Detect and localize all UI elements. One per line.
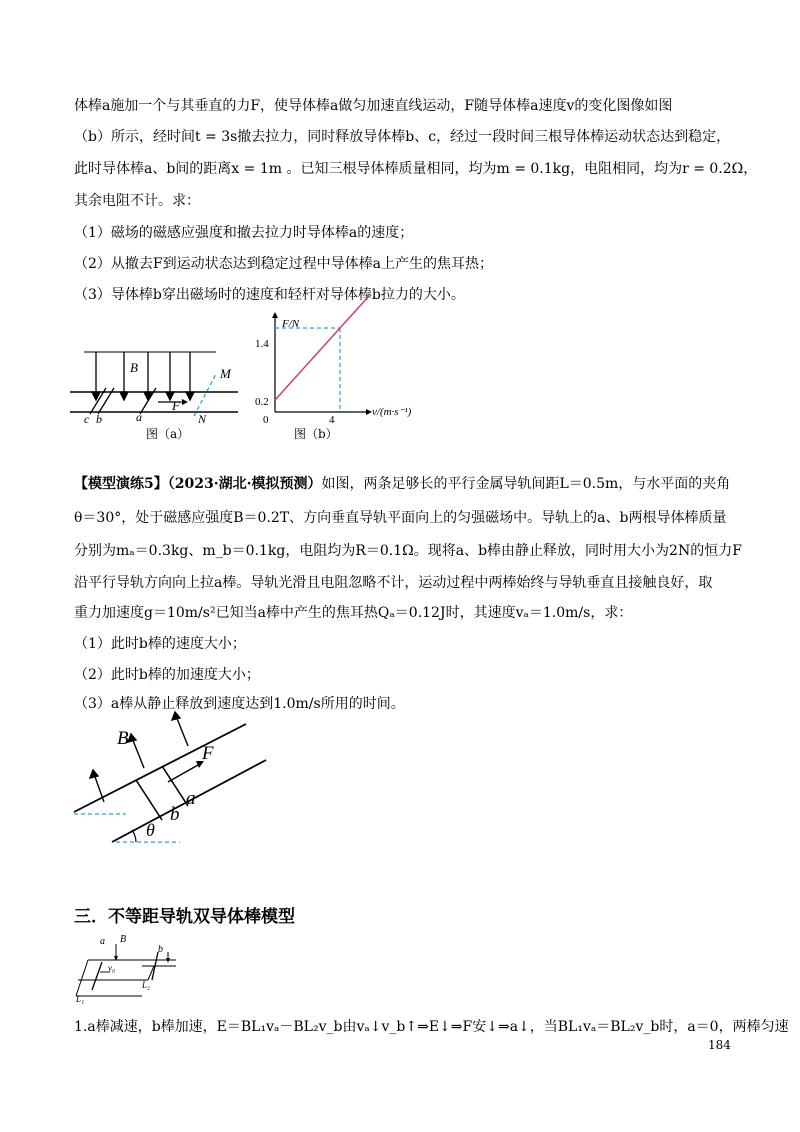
problem2-source: （2023·湖北·模拟预测） [167,476,322,492]
section3-line1: 1.a棒减速，b棒加速，E＝BL₁vₐ－BL₂v_b由vₐ↓v_b↑⇒E↓⇒F安↓⇒a↓，当BL₁vₐ＝BL₂v_b时，a＝0，两棒匀速 [74,1019,789,1035]
incline-label-B: B [117,728,129,749]
section3-fig-B: B [120,934,127,945]
section3-fig-L2: L₂ [142,980,151,990]
figure-a-label-N: N [198,412,207,426]
section3-fig-b: b [158,944,163,955]
incline-label-b: b [170,804,180,825]
figure-a-label-a: a [136,410,142,424]
chart-xtick-zero: 0 [263,414,269,426]
section3-fig-a: a [100,936,105,947]
problem1-line2: （b）所示，经时间t = 3s撤去拉力，同时释放导体棒b、c，经过一段时间三根导体棒运动状态达到稳定， [74,129,731,145]
chart-ytick-low: 0.2 [255,396,269,408]
problem2-line5: 重力加速度g＝10m/s²已知当a棒中产生的焦耳热Qₐ＝0.12J时，其速度vₐ＝1.0m/s，求： [74,605,633,621]
figure-incline [70,720,270,850]
figure-a-label-c: c [84,412,90,426]
page-number: 184 [708,1038,731,1052]
problem2-line3: 分别为mₐ＝0.3kg、m_b＝0.1kg，电阻均为R＝0.1Ω。现将a、b棒由静止释放，同时用大小为2N的恒力F [74,543,742,559]
figure-b-chart [250,312,400,437]
problem2-question3: （3）a棒从静止释放到速度达到1.0m/s所用的时间。 [74,696,405,712]
problem1-question2: （2）从撤去F到运动状态达到稳定过程中导体棒a上产生的焦耳热； [74,256,493,272]
figure-a-label-b: b [96,412,102,426]
chart-ylabel: F/N [282,318,300,330]
chart-ytick-high: 1.4 [255,338,269,350]
figure-unequal-rails [72,940,192,1002]
problem2-question1: （1）此时b棒的速度大小； [74,636,246,652]
problem2-line1 [74,474,730,494]
section3-fig-v0: v₀ [108,963,116,973]
chart-xlabel: v/(m·s⁻¹) [372,406,412,418]
figure-a-label-F: F [172,398,180,413]
problem1-line3: 此时导体棒a、b间的距离x = 1m 。已知三根导体棒质量相同，均为m = 0.1kg，电阻相同，均为r = 0.2Ω， [74,161,758,177]
problem1-line4: 其余电阻不计。求： [74,193,200,209]
incline-label-F: F [202,743,214,764]
problem2-question2: （2）此时b棒的加速度大小； [74,667,260,683]
figure-a-label-B: B [130,360,138,375]
incline-label-theta: θ [146,820,155,840]
problem2-tag: 【模型演练5】 [74,476,168,492]
section3-heading: 三．不等距导轨双导体棒模型 [74,907,295,927]
incline-label-a: a [186,788,196,809]
problem1-line1: 体棒a施加一个与其垂直的力F，使导体棒a做匀加速直线运动，F随导体棒a速度v的变化图像如图 [74,98,673,114]
figure-a-label-M: M [220,366,231,381]
figure-a-caption: 图（a） [146,427,190,441]
problem1-question1: （1）磁场的磁感应强度和撤去拉力时导体棒a的速度； [74,225,414,241]
figure-b-caption: 图（b） [294,427,338,441]
problem2-line2: θ＝30°，处于磁感应强度B＝0.2T、方向垂直导轨平面向上的匀强磁场中。导轨上的a、b两根导体棒质量 [74,510,727,526]
chart-xtick-4: 4 [329,414,335,426]
section3-fig-L1: L₁ [76,994,85,1004]
problem1-question3: （3）导体棒b穿出磁场时的速度和轻杆对导体棒b拉力的大小。 [74,287,465,303]
chart-series-line [275,296,369,400]
problem2-line1-rest: 如图，两条足够长的平行金属导轨间距L＝0.5m，与水平面的夹角 [321,476,731,492]
problem2-line4: 沿平行导轨方向向上拉a棒。导轨光滑且电阻忽略不计，运动过程中两棒始终与导轨垂直且接触良好，取 [74,575,713,591]
